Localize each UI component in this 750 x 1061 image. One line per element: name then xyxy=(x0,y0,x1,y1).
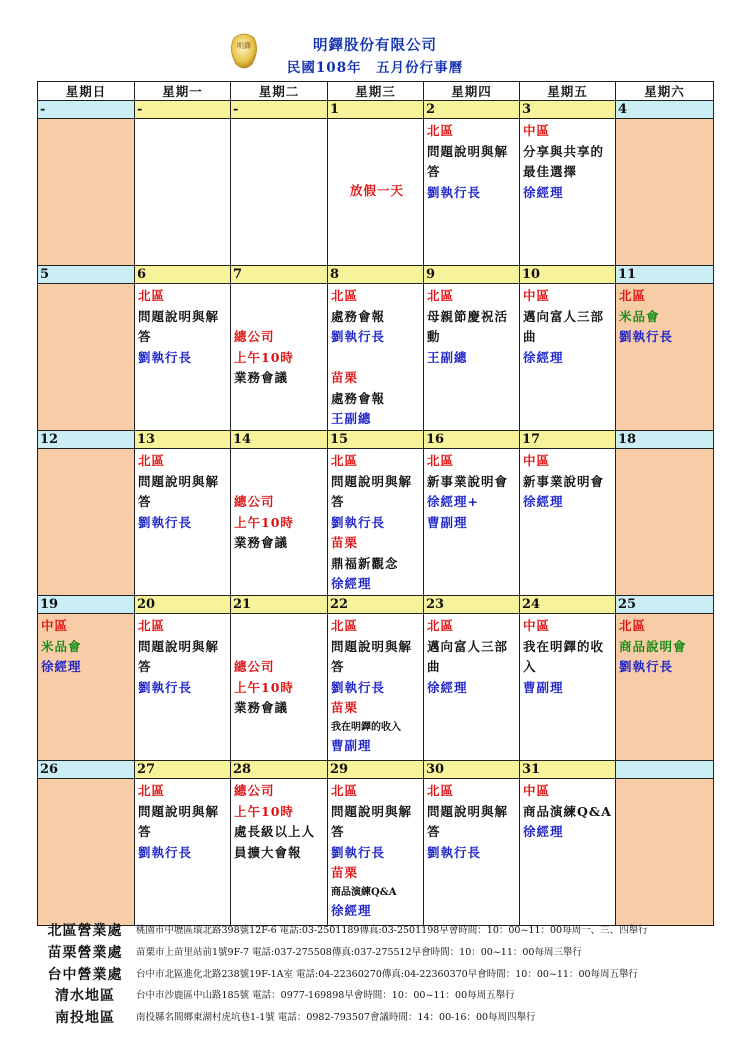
event-line xyxy=(234,616,327,637)
weekday-header: 星期三 xyxy=(328,82,424,101)
office-directory xyxy=(40,921,740,1030)
day-cell xyxy=(520,614,616,761)
event-line: 北區 xyxy=(427,783,455,798)
event-line: 問題說明與解答 xyxy=(138,803,220,839)
date-row xyxy=(38,431,714,449)
event-line: 總公司 xyxy=(234,494,275,509)
event-line: 北區 xyxy=(427,123,455,138)
event-line: 北區 xyxy=(619,618,647,633)
event-line: 北區 xyxy=(619,288,647,303)
event-line: 中區 xyxy=(523,288,551,303)
weekday-header: 星期六 xyxy=(616,82,714,101)
office-info: 南投縣名間鄉東湖村虎坑巷1-1號 電話：0982-793507會議時間：14：00-16：00每周四舉行 xyxy=(136,1012,536,1024)
event-line: 劉執行長 xyxy=(331,514,386,530)
day-cell xyxy=(520,119,616,266)
event-line: 劉執行長 xyxy=(331,679,386,695)
event-line: 劉執行長 xyxy=(138,844,193,860)
day-cell xyxy=(38,449,135,596)
office-row xyxy=(40,986,740,1008)
day-cell xyxy=(135,119,231,266)
event-row xyxy=(38,614,714,761)
event-line: 業務會議 xyxy=(234,700,289,715)
event-line: 上午10時 xyxy=(234,349,294,365)
date-cell: 12 xyxy=(38,431,135,449)
event-line: 曹副理 xyxy=(523,679,564,695)
event-line: 徐經理 xyxy=(41,659,82,674)
event-line: 劉執行長 xyxy=(331,844,386,860)
event-line: 徐經理 xyxy=(523,494,564,509)
day-cell xyxy=(38,284,135,431)
date-cell: - xyxy=(135,101,231,119)
event-line: 總公司 xyxy=(234,659,275,674)
event-line: 邁向富人三部曲 xyxy=(427,638,509,674)
office-info: 台中市沙鹿區中山路185號 電話：0977-169898早會時間：10：00~11：00每周五舉行 xyxy=(136,990,515,1002)
date-cell: 15 xyxy=(328,431,424,449)
event-line: 我在明鐸的收入 xyxy=(331,721,401,733)
day-cell xyxy=(424,779,520,926)
event-line: 放假一天 xyxy=(349,183,404,198)
event-line: 苗栗 xyxy=(331,535,359,550)
date-cell: 9 xyxy=(424,266,520,284)
event-line xyxy=(234,286,327,307)
calendar-title: 民國108年 五月份行事曆 xyxy=(286,60,464,76)
date-cell xyxy=(616,761,714,779)
event-line: 米品會 xyxy=(41,638,82,654)
calendar-body xyxy=(38,101,714,926)
event-line: 北區 xyxy=(427,453,455,468)
event-line: 徐經理 xyxy=(523,184,564,200)
event-row xyxy=(38,779,714,926)
day-cell xyxy=(520,779,616,926)
event-line: 北區 xyxy=(138,288,166,303)
calendar-table xyxy=(37,81,714,926)
event-line: 邁向富人三部曲 xyxy=(523,308,605,344)
date-cell: 18 xyxy=(616,431,714,449)
office-info: 苗栗市上苗里站前1號9F-7 電話:037-275508傳真:037-275512早會時間：10：00~11：00每周三舉行 xyxy=(136,946,582,958)
day-cell xyxy=(38,779,135,926)
day-cell xyxy=(424,119,520,266)
event-line: 分享與共享的最佳選擇 xyxy=(523,143,605,179)
weekday-header: 星期四 xyxy=(424,82,520,101)
event-row xyxy=(38,284,714,431)
day-cell xyxy=(231,119,328,266)
event-line xyxy=(234,307,327,328)
day-cell xyxy=(231,449,328,596)
event-line: 商品演練Q&A xyxy=(331,886,397,898)
event-line: 新事業說明會 xyxy=(427,473,509,489)
date-cell: 25 xyxy=(616,596,714,614)
event-line xyxy=(234,472,327,493)
event-line: 苗栗 xyxy=(331,370,359,385)
date-cell: 27 xyxy=(135,761,231,779)
day-cell xyxy=(135,779,231,926)
company-name: 明鐸股份有限公司 xyxy=(313,37,437,54)
event-line: 總公司 xyxy=(234,783,275,798)
event-line: 劉執行長 xyxy=(331,329,386,344)
event-line: 問題說明與解答 xyxy=(427,803,509,839)
event-line: 問題說明與解答 xyxy=(331,638,413,674)
event-line: 北區 xyxy=(138,618,166,633)
event-line: 北區 xyxy=(331,288,359,303)
day-cell xyxy=(328,779,424,926)
event-line: 鼎福新觀念 xyxy=(331,555,399,571)
office-info: 台中市北區進化北路238號19F-1A室 電話:04-22360270傳真:04-22360370早會時間：10：00~11：00每周五舉行 xyxy=(136,968,639,980)
day-cell xyxy=(424,284,520,431)
day-cell xyxy=(231,779,328,926)
event-line: 北區 xyxy=(427,288,455,303)
event-row xyxy=(38,449,714,596)
event-line: 米品會 xyxy=(619,308,660,324)
day-cell xyxy=(135,284,231,431)
date-cell: 8 xyxy=(328,266,424,284)
event-line: 王副總 xyxy=(427,349,468,365)
date-cell: 26 xyxy=(38,761,135,779)
event-line: 商品演練Q&A xyxy=(523,803,612,819)
event-line: 北區 xyxy=(427,618,455,633)
day-cell xyxy=(616,614,714,761)
event-line: 劉執行長 xyxy=(138,349,193,365)
date-cell: 21 xyxy=(231,596,328,614)
event-line: 上午10時 xyxy=(234,803,294,819)
event-line: 劉執行長 xyxy=(138,514,193,530)
event-line: 處長級以上人員擴大會報 xyxy=(234,824,316,860)
weekday-header: 星期二 xyxy=(231,82,328,101)
date-cell: 29 xyxy=(328,761,424,779)
day-cell xyxy=(231,284,328,431)
date-cell: 24 xyxy=(520,596,616,614)
date-cell: 3 xyxy=(520,101,616,119)
event-line: 曹副理 xyxy=(331,737,372,753)
day-cell xyxy=(616,779,714,926)
event-row xyxy=(38,119,714,266)
event-line: 北區 xyxy=(331,453,359,468)
date-cell: 16 xyxy=(424,431,520,449)
event-line: 北區 xyxy=(331,783,359,798)
event-line: 北區 xyxy=(138,453,166,468)
event-line: 處務會報 xyxy=(331,308,386,324)
date-row xyxy=(38,101,714,119)
event-line: 母親節慶祝活動 xyxy=(427,308,509,344)
event-line: 苗栗 xyxy=(331,865,359,880)
date-cell: 2 xyxy=(424,101,520,119)
weekday-header: 星期五 xyxy=(520,82,616,101)
date-row xyxy=(38,596,714,614)
day-cell xyxy=(424,614,520,761)
date-cell: 30 xyxy=(424,761,520,779)
day-cell xyxy=(424,449,520,596)
date-row xyxy=(38,761,714,779)
event-line: 徐經理 xyxy=(331,576,372,591)
event-line: 中區 xyxy=(523,618,551,633)
day-cell xyxy=(520,284,616,431)
event-line: 業務會議 xyxy=(234,535,289,550)
day-cell xyxy=(616,449,714,596)
day-cell xyxy=(616,119,714,266)
weekday-header-row xyxy=(38,82,714,101)
event-line: 商品說明會 xyxy=(619,638,687,654)
date-cell: 13 xyxy=(135,431,231,449)
office-row xyxy=(40,921,740,943)
weekday-header: 星期日 xyxy=(38,82,135,101)
event-line: 處務會報 xyxy=(331,390,386,406)
date-cell: 20 xyxy=(135,596,231,614)
date-cell: 5 xyxy=(38,266,135,284)
office-row xyxy=(40,943,740,965)
day-cell xyxy=(38,614,135,761)
office-row xyxy=(40,1008,740,1030)
event-line: 北區 xyxy=(331,618,359,633)
day-cell xyxy=(328,119,424,266)
event-line: 苗栗 xyxy=(331,700,359,715)
event-line xyxy=(331,348,423,369)
event-line: 劉執行長 xyxy=(138,679,193,695)
event-line: 問題說明與解答 xyxy=(138,308,220,344)
date-cell: - xyxy=(231,101,328,119)
event-line: 業務會議 xyxy=(234,370,289,385)
date-cell: 14 xyxy=(231,431,328,449)
event-line: 王副總 xyxy=(331,411,372,426)
event-line: 中區 xyxy=(523,453,551,468)
event-line: 問題說明與解答 xyxy=(331,473,413,509)
event-line: 問題說明與解答 xyxy=(138,473,220,509)
weekday-header: 星期一 xyxy=(135,82,231,101)
day-cell xyxy=(135,614,231,761)
date-cell: 23 xyxy=(424,596,520,614)
logo-text: 明鐸 xyxy=(237,42,251,50)
event-line: 曹副理 xyxy=(427,514,468,530)
date-cell: 4 xyxy=(616,101,714,119)
event-line: 上午10時 xyxy=(234,514,294,530)
event-line: 問題說明與解答 xyxy=(427,143,509,179)
event-line: 中區 xyxy=(41,618,69,633)
day-cell xyxy=(135,449,231,596)
office-name: 北區營業處 xyxy=(47,923,123,939)
date-cell: 19 xyxy=(38,596,135,614)
office-row xyxy=(40,965,740,987)
date-cell: - xyxy=(38,101,135,119)
event-line: 上午10時 xyxy=(234,679,294,695)
event-line: 徐經理 xyxy=(523,824,564,839)
day-cell xyxy=(328,614,424,761)
event-line: 中區 xyxy=(523,783,551,798)
office-name: 南投地區 xyxy=(55,1010,115,1027)
date-cell: 17 xyxy=(520,431,616,449)
event-line: 問題說明與解答 xyxy=(138,638,220,674)
event-line: 劉執行長 xyxy=(427,184,482,200)
day-cell xyxy=(616,284,714,431)
event-line: 總公司 xyxy=(234,329,275,344)
event-line: 徐經理 xyxy=(523,349,564,365)
event-line: 中區 xyxy=(523,123,551,138)
date-cell: 1 xyxy=(328,101,424,119)
event-line: 新事業說明會 xyxy=(523,473,605,489)
date-cell: 7 xyxy=(231,266,328,284)
date-row xyxy=(38,266,714,284)
date-cell: 22 xyxy=(328,596,424,614)
event-line: 徐經理 xyxy=(427,679,468,695)
date-cell: 10 xyxy=(520,266,616,284)
date-cell: 11 xyxy=(616,266,714,284)
page-header xyxy=(0,30,750,82)
event-line: 我在明鐸的收入 xyxy=(523,638,605,674)
office-info: 桃園市中壢區環北路398號12F-6 電話:03-2501189傳真:03-2501198早會時間：10：00~11：00每周一、三、四舉行 xyxy=(136,925,648,936)
day-cell xyxy=(38,119,135,266)
event-line: 北區 xyxy=(138,783,166,798)
office-name: 台中營業處 xyxy=(47,966,123,983)
day-cell xyxy=(328,449,424,596)
event-line xyxy=(234,451,327,472)
event-line: 劉執行長 xyxy=(619,659,674,674)
event-line: 徐經理+ xyxy=(427,494,479,509)
event-line: 徐經理 xyxy=(331,902,372,918)
day-cell xyxy=(520,449,616,596)
date-cell: 28 xyxy=(231,761,328,779)
date-cell: 31 xyxy=(520,761,616,779)
date-cell: 6 xyxy=(135,266,231,284)
event-line: 劉執行長 xyxy=(619,329,674,344)
office-name: 清水地區 xyxy=(55,988,115,1005)
day-cell xyxy=(328,284,424,431)
event-line: 問題說明與解答 xyxy=(331,803,413,839)
day-cell xyxy=(231,614,328,761)
event-line: 劉執行長 xyxy=(427,844,482,860)
office-name: 苗栗營業處 xyxy=(47,944,123,961)
event-line xyxy=(234,637,327,658)
